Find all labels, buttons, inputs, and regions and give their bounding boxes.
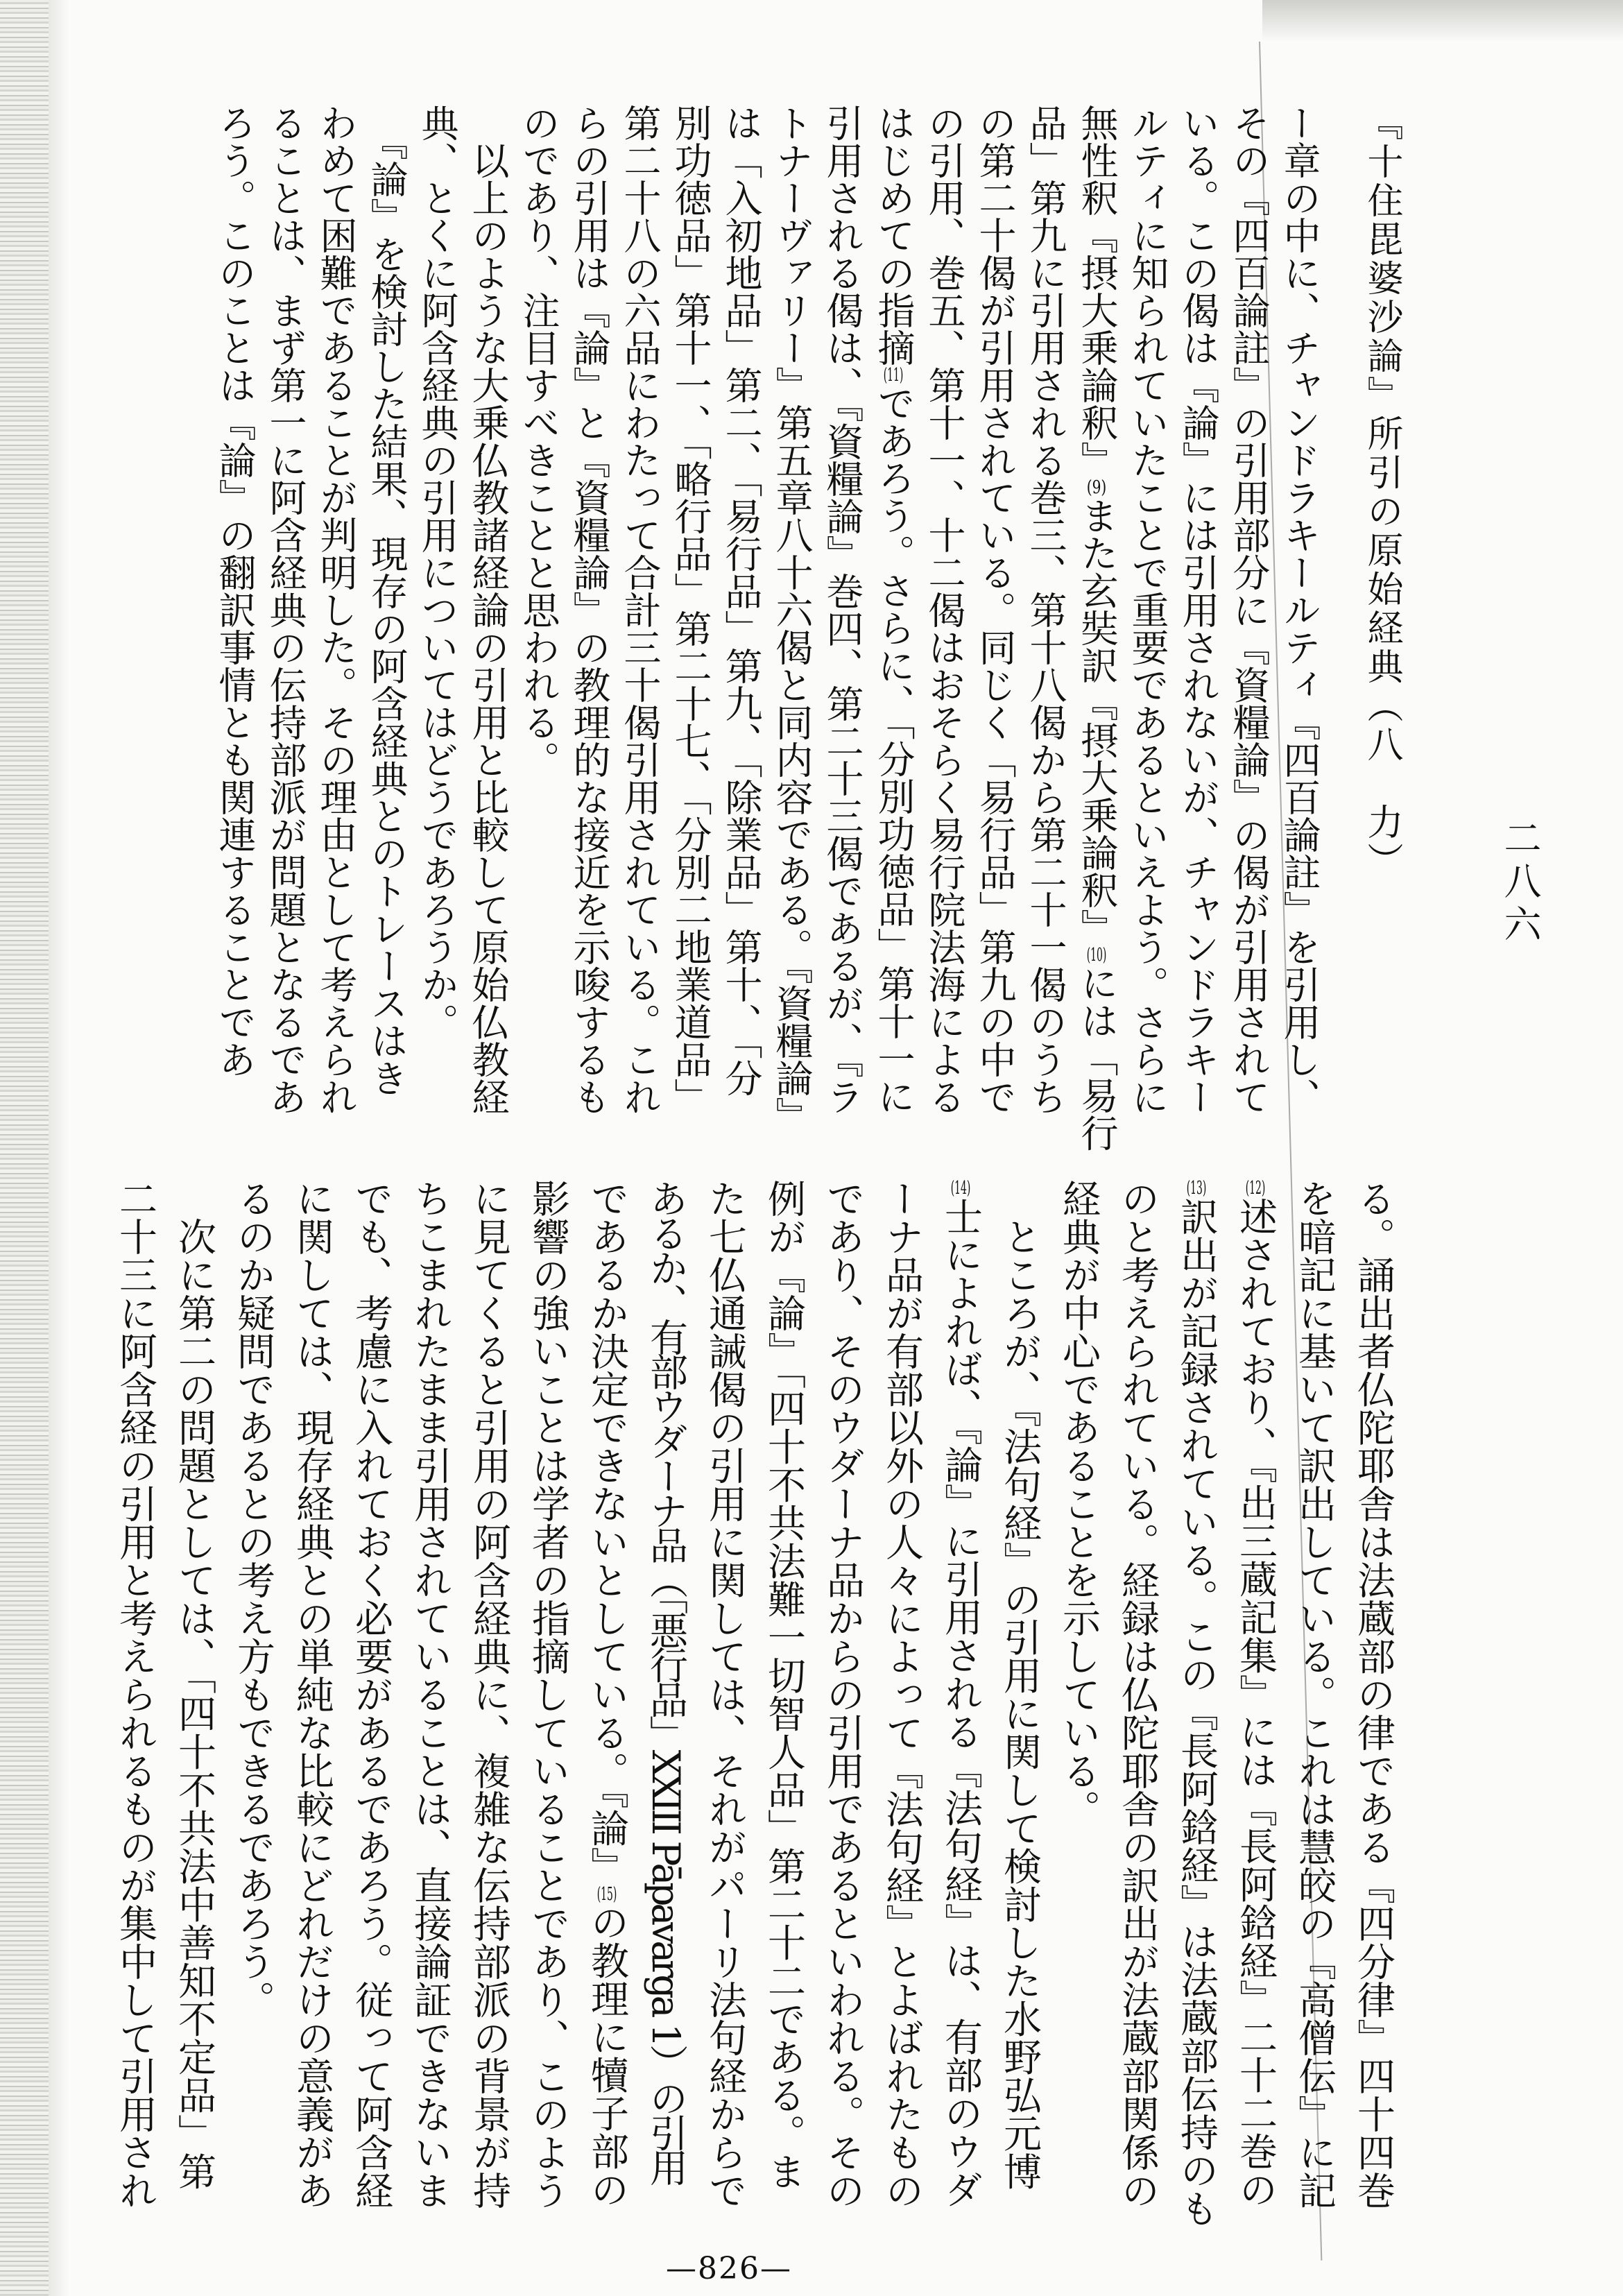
text-column <box>872 1179 931 2241</box>
text-column <box>970 104 1020 1145</box>
text-column <box>754 1179 813 2241</box>
text-column <box>1226 1179 1285 2241</box>
page-number-kanji: 二八六 <box>1498 819 1542 948</box>
text-segment: トナーヴァリー』第五章八十六偈と同内容である。『資糧論』 <box>770 104 814 1134</box>
scan-top-shadow <box>1262 0 1623 42</box>
text-segment: 典、とくに阿含経典の引用についてはどうであろうか。 <box>415 104 459 1040</box>
text-column <box>1108 1179 1167 2241</box>
footnote-marker: (13) <box>1186 1179 1207 1197</box>
text-segment: であり、そのウダーナ品からの引用であるといわれる。その <box>821 1179 865 2209</box>
text-column <box>636 1179 695 2241</box>
text-segment: はじめての指摘 <box>872 104 916 366</box>
text-segment: 士によれば、『論』に引用される『法句経』は、有部のウダ <box>938 1197 983 2209</box>
text-segment: た七仏通誡偈の引用に関しては、それがパーリ法句経からで <box>703 1179 747 2209</box>
text-segment: のと考えられている。経録は仏陀耶舎の訳出が法蔵部関係の <box>1115 1179 1160 2209</box>
text-segment: また玄奘訳『摂大乗論釈』 <box>1075 497 1119 946</box>
text-segment: 品」第九に引用される巻三、第十八偈から第二十一偈のうち <box>1024 104 1067 1115</box>
text-segment: に関しては、現存経典との単純な比較にどれだけの意義があ <box>290 1179 334 2209</box>
text-segment: わめて困難であることが判明した。その理由として考えられ <box>314 104 358 1115</box>
text-column <box>311 104 361 1145</box>
text-segment: ーナ品が有部以外の人々によって『法句経』とよばれたもの <box>879 1179 924 2209</box>
text-column <box>260 104 311 1145</box>
text-column <box>1285 1179 1343 2241</box>
text-segment: 経典が中心であることを示している。 <box>1056 1179 1101 1828</box>
text-column <box>1274 104 1325 1145</box>
text-segment: 第二十八の六品にわたって合計三十偈引用されている。これ <box>618 104 662 1115</box>
footnote-marker: (9) <box>1086 479 1107 497</box>
text-segment: であろう。さらに、「分別功徳品」第十一に <box>872 384 916 1115</box>
footnote-marker: (11) <box>883 366 904 384</box>
text-segment: るのか疑問であるとの考え方もできるであろう。 <box>231 1179 275 2019</box>
text-column <box>1223 104 1274 1145</box>
text-segment: あるか、有部ウダーナ品（「悪行品」XXIII Pāpavarga 1）の引用 <box>644 1179 688 2183</box>
text-segment: ルティに知られていたことで重要であるといえよう。さらに <box>1126 104 1169 1115</box>
text-column <box>1343 1179 1402 2241</box>
text-segment: 述されており、『出三蔵記集』には『長阿鋡経』二十二巻の <box>1233 1197 1278 2209</box>
text-segment: 引用される偈は、『資糧論』巻四、第二十三偈であるが、『ラ <box>821 104 864 1115</box>
scan-edge-shadow <box>0 0 49 2296</box>
text-column <box>105 1179 164 2241</box>
text-segment: ところが、『法句経』の引用に関して検討した水野弘元博 <box>997 1179 1042 2191</box>
footnote-marker: (15) <box>596 1885 617 1903</box>
text-segment: ろう。このことは『論』の翻訳事情とも関連することであ <box>213 104 257 1078</box>
text-column <box>209 104 260 1145</box>
text-segment: のであり、注目すべきことと思われる。 <box>517 104 560 778</box>
text-column <box>868 104 919 1145</box>
text-column <box>990 1179 1049 2241</box>
text-column <box>817 104 868 1145</box>
text-segment: を暗記に基いて訳出している。これは慧皎の『高僧伝』に記 <box>1292 1179 1337 2209</box>
text-segment: 別功徳品」第十一、「略行品」第二十七、「分別二地業道品」 <box>669 104 712 1115</box>
text-segment: 以上のような大乗仏教諸経論の引用と比較して原始仏教経 <box>466 104 510 1115</box>
text-column <box>282 1179 341 2241</box>
lower-text-block <box>105 1179 1402 2241</box>
text-segment: ることは、まず第一に阿含経典の伝持部派が問題となるであ <box>264 104 307 1115</box>
footnote-marker: (10) <box>1086 946 1107 964</box>
text-column <box>615 104 665 1145</box>
text-column <box>577 1179 636 2241</box>
text-segment: に見てくると引用の阿含経典に、複雑な伝持部派の背景が持 <box>467 1179 511 2209</box>
footnote-marker: (12) <box>1245 1179 1266 1197</box>
upper-text-block <box>209 104 1325 1151</box>
text-column <box>412 104 463 1145</box>
text-segment: ー章の中に、チャンドラキールティ『四百論註』を引用し、 <box>1278 104 1321 1115</box>
text-segment: は「入初地品」第二、「易行品」第九、「除業品」第十、「分 <box>719 104 763 1097</box>
text-column <box>361 104 412 1145</box>
page-number: —826— <box>666 2251 792 2286</box>
text-column <box>1049 1179 1108 2241</box>
text-segment: 訳出が記録されている。この『長阿鋡経』は法蔵部伝持のも <box>1174 1197 1219 2227</box>
text-segment: る。誦出者仏陀耶舎は法蔵部の律である『四分律』四十四巻 <box>1351 1179 1396 2209</box>
text-column <box>919 104 970 1145</box>
text-column <box>813 1179 872 2241</box>
text-segment: 二十三に阿含経の引用と考えられるものが集中して引用され <box>113 1179 157 2209</box>
text-segment: 無性釈『摂大乗論釈』 <box>1075 104 1119 479</box>
text-column <box>1167 1179 1226 2241</box>
running-head: 『十住毘婆沙論』所引の原始経典（八 力） <box>1361 104 1402 881</box>
text-column <box>1071 104 1122 1151</box>
text-segment: 影響の強いことは学者の指摘していることであり、このよう <box>526 1179 570 2209</box>
footnote-marker: (14) <box>950 1179 971 1197</box>
text-segment: の教理に犢子部の <box>585 1903 629 2209</box>
text-column <box>564 104 615 1145</box>
text-column <box>223 1179 282 2241</box>
text-segment: でも、考慮に入れておく必要があるであろう。従って阿含経 <box>349 1179 393 2209</box>
text-column <box>463 104 513 1145</box>
text-segment: 『論』を検討した結果、現存の阿含経典とのトレースはき <box>365 104 409 1097</box>
text-column <box>1020 104 1071 1145</box>
text-segment: の第二十偈が引用されている。同じく「易行品」第九の中で <box>973 104 1017 1115</box>
text-column <box>459 1179 518 2241</box>
text-column <box>518 1179 577 2241</box>
text-segment: の引用、巻五、第十一、十二偈はおそらく易行院法海による <box>922 104 966 1115</box>
text-column <box>341 1179 400 2241</box>
text-column <box>695 1179 754 2241</box>
text-column <box>1173 104 1223 1145</box>
text-column <box>766 104 817 1145</box>
text-segment: には「易行 <box>1075 964 1119 1151</box>
text-column <box>931 1179 990 2241</box>
text-column <box>716 104 766 1145</box>
text-segment: いる。この偈は『論』には引用されないが、チャンドラキー <box>1176 104 1220 1115</box>
text-column <box>164 1179 223 2241</box>
text-segment: その『四百論註』の引用部分に『資糧論』の偈が引用されて <box>1227 104 1271 1115</box>
text-column <box>513 104 564 1145</box>
text-segment: 例が『論』「四十不共法難一切智人品」第二十二である。ま <box>762 1179 806 2191</box>
text-segment: らの引用は『論』と『資糧論』の教理的な接近を示唆するも <box>567 104 611 1115</box>
text-segment: であるか決定できないとしている。『論』 <box>585 1179 629 1885</box>
text-column <box>665 104 716 1145</box>
text-segment: ちこまれたまま引用されていることは、直接論証できないま <box>408 1179 452 2209</box>
text-column <box>1122 104 1173 1145</box>
text-segment: 次に第二の問題としては、「四十不共法中善知不定品」第 <box>172 1179 216 2191</box>
text-column <box>400 1179 459 2241</box>
